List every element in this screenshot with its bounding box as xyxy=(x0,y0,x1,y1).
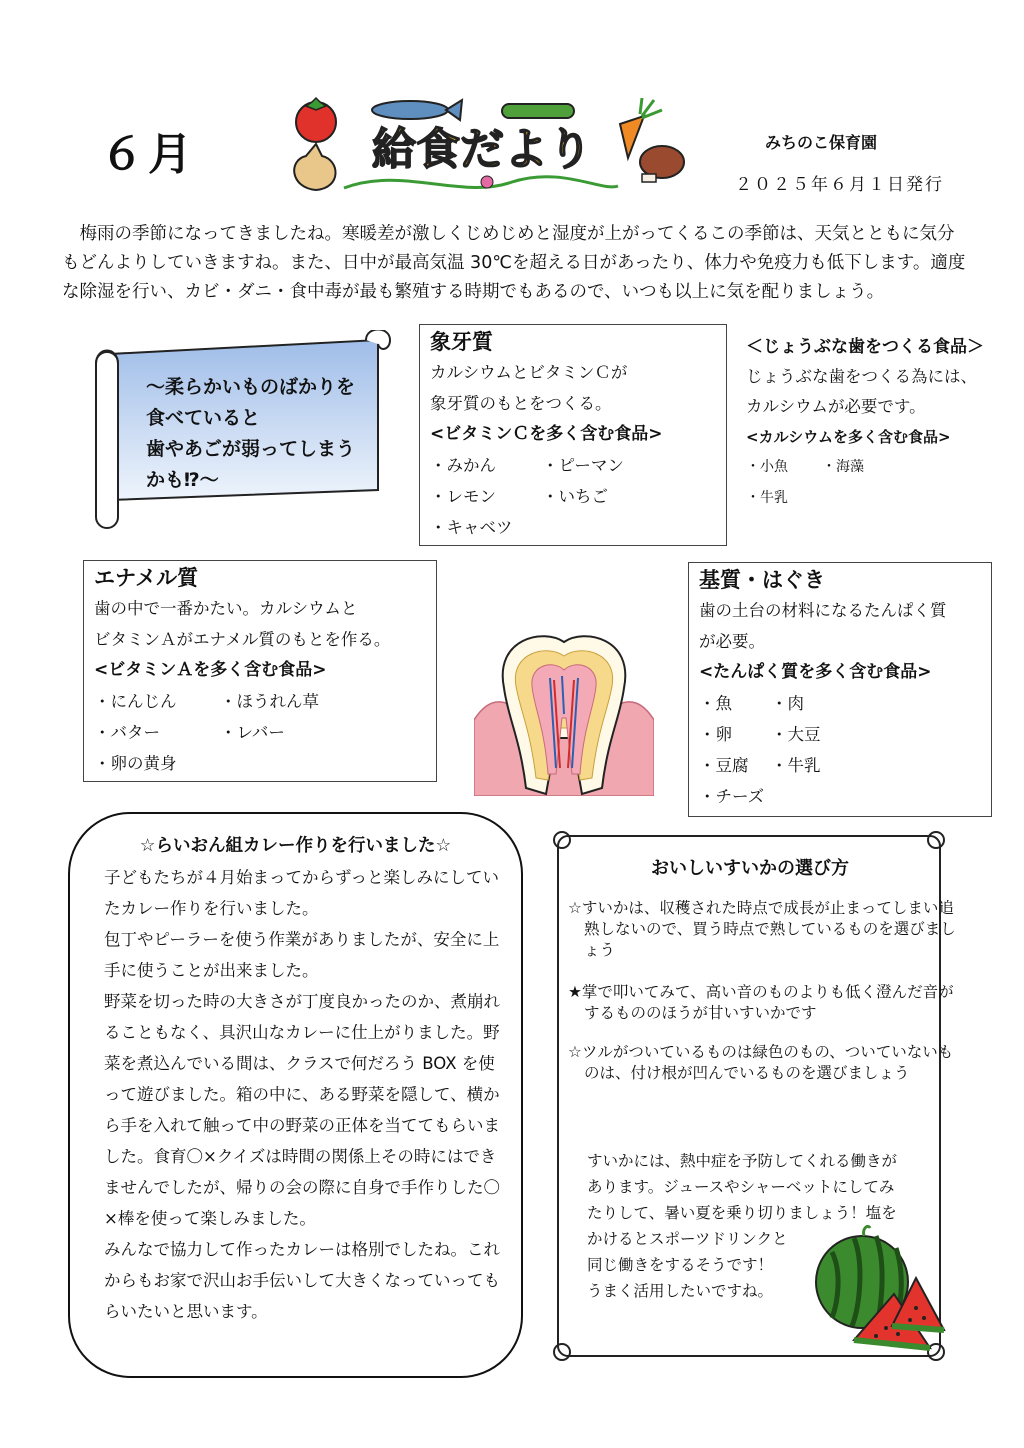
ivory-box xyxy=(419,324,727,546)
watermelon-tip: ☆ツルがついているものは緑色のもの、ついていないものは、付け根が凹んでいるものを選びましょう xyxy=(568,1043,954,1082)
food-item: ・牛乳 xyxy=(771,756,821,775)
food-item: ・小魚 xyxy=(746,459,788,475)
newsletter-title-art xyxy=(282,96,692,201)
enamel-line: ビタミンＡがエナメル質のもとを作る。 xyxy=(94,630,391,649)
ivory-title: 象牙質 xyxy=(430,330,493,354)
calcium-subtitle: <カルシウムを多く含む食品> xyxy=(746,428,951,446)
food-item: ・レモン xyxy=(430,487,496,506)
food-item: ・肉 xyxy=(771,694,804,713)
dentin-subtitle: <たんぱく質を多く含む食品> xyxy=(699,662,932,682)
curry-paragraph: 包丁やピーラーを使う作業がありましたが、安全に上手に使うことが出来ました。 xyxy=(104,930,500,980)
tooth-cross-section-illustration xyxy=(474,628,654,796)
closing-line: たりして、暑い夏を乗り切りましょう！塩を xyxy=(587,1204,897,1222)
enamel-subtitle: <ビタミンＡを多く含む食品> xyxy=(94,660,327,680)
enamel-line: 歯の中で一番かたい。カルシウムと xyxy=(94,599,358,618)
food-item: ・豆腐 xyxy=(699,756,749,775)
food-item: ・ピーマン xyxy=(542,456,624,475)
enamel-title: エナメル質 xyxy=(94,566,199,590)
calcium-line: カルシウムが必要です。 xyxy=(746,397,926,416)
curry-report-body xyxy=(104,862,500,1327)
enamel-box xyxy=(83,560,437,782)
dentin-title: 基質・はぐき xyxy=(699,568,825,592)
cucumber-icon xyxy=(502,104,574,118)
school-name: みちのこ保育園 xyxy=(765,133,878,152)
ivory-line: 象牙質のもとをつくる。 xyxy=(430,394,612,413)
month-label: ６月 xyxy=(100,129,196,180)
watermelon-tip: ★掌で叩いてみて、高い音のものよりも低く澄んだ音がするもののほうが甘いすいかです xyxy=(568,983,954,1022)
ivory-line: カルシウムとビタミンＣが xyxy=(430,363,628,382)
newsletter-title: 給食だより xyxy=(372,124,592,175)
watermelon-illustration xyxy=(812,1222,948,1356)
food-item: ・卵 xyxy=(699,725,732,744)
scroll-line: ～柔らかいものばかりを xyxy=(146,376,356,398)
closing-line: 同じ働きをするそうです！ xyxy=(587,1256,774,1274)
dentin-line: が必要。 xyxy=(699,632,765,651)
calcium-line: じょうぶな歯をつくる為には、 xyxy=(746,367,977,386)
closing-line: かけるとスポーツドリンクと xyxy=(587,1230,788,1248)
calcium-section xyxy=(746,332,1016,514)
curry-paragraph: 子どもたちが４月始まってからずっと楽しみにしていたカレー作りを行いました。 xyxy=(104,868,500,918)
closing-line: あります。ジュースやシャーベットにしてみ xyxy=(587,1178,895,1196)
dentin-box xyxy=(688,562,992,817)
food-item: ・キャベツ xyxy=(430,518,513,537)
calcium-title: ＜じょうぶな歯をつくる食品＞ xyxy=(746,337,984,357)
calcium-food-list xyxy=(746,452,1016,514)
curry-paragraph: みんなで協力して作ったカレーは格別でしたね。これからもお家で沢山お手伝いして大きくなっていってもらいたいと思います。 xyxy=(104,1240,500,1321)
food-item: ・ほうれん草 xyxy=(220,692,319,711)
intro-text: 梅雨の季節になってきましたね。寒暖差が激しくじめじめと湿度が上がってくるこの季節は、天気とともに気分もどんよりしていきますね。また、日中が最高気温 30℃を超える日があったり、体力や免疫力も低下します。適度な除湿を行い、カビ・ダニ・食中毒が最も繁殖する時期でもあるので、いつも以上に気を配りましょう。 xyxy=(62,224,966,302)
ivory-subtitle: <ビタミンＣを多く含む食品> xyxy=(430,424,663,444)
fish-icon xyxy=(372,100,462,120)
food-item: ・大豆 xyxy=(771,725,821,744)
food-item: ・チーズ xyxy=(699,787,765,806)
ivory-food-list xyxy=(430,450,716,543)
curry-paragraph: 野菜を切った時の大きさが丁度良かったのか、煮崩れることもなく、具沢山なカレーに仕上がりました。野菜を煮込んでいる間は、クラスで何だろう BOX を使って遊びました。箱の中に、ある野菜を隠して、横から手を入れて触って中の野菜の正体を当ててもらいました。食育〇×クイズは時間の関係上その時にはできませんでしたが、帰りの会の際に自身で手作りした〇×棒を使って楽しみました。 xyxy=(104,992,500,1228)
intro-paragraph xyxy=(62,220,968,307)
food-item: ・海藻 xyxy=(822,459,864,475)
scroll-message xyxy=(146,372,386,496)
food-item: ・いちご xyxy=(542,487,608,506)
food-item: ・卵の黄身 xyxy=(94,754,177,773)
enamel-food-list xyxy=(94,686,426,779)
tomato-icon xyxy=(296,98,336,142)
scroll-line: 歯やあごが弱ってしまう xyxy=(146,438,356,460)
closing-line: うまく活用したいですね。 xyxy=(587,1282,774,1300)
food-item: ・レバー xyxy=(220,723,285,742)
scroll-line: かも⁉～ xyxy=(146,469,219,491)
food-item: ・にんじん xyxy=(94,692,177,711)
closing-line: すいかには、熱中症を予防してくれる働きが xyxy=(587,1152,898,1170)
dentin-line: 歯の土台の材料になるたんぱく質 xyxy=(699,601,947,620)
curry-report-title: ☆らいおん組カレー作りを行いました☆ xyxy=(139,836,452,856)
food-item: ・牛乳 xyxy=(746,490,788,506)
issue-date: ２０２５年６月１日発行 xyxy=(735,175,944,195)
dentin-food-list xyxy=(699,688,981,812)
food-item: ・バター xyxy=(94,723,160,742)
scroll-line: 食べていると xyxy=(146,407,261,429)
meat-icon xyxy=(640,146,684,182)
watermelon-tip: ☆すいかは、収穫された時点で成長が止まってしまい追熟しないので、買う時点で熟しているものを選びましょう xyxy=(568,899,956,959)
food-item: ・みかん xyxy=(430,456,496,475)
watermelon-title: おいしいすいかの選び方 xyxy=(651,858,849,879)
food-item: ・魚 xyxy=(699,694,732,713)
onion-icon xyxy=(294,144,335,190)
